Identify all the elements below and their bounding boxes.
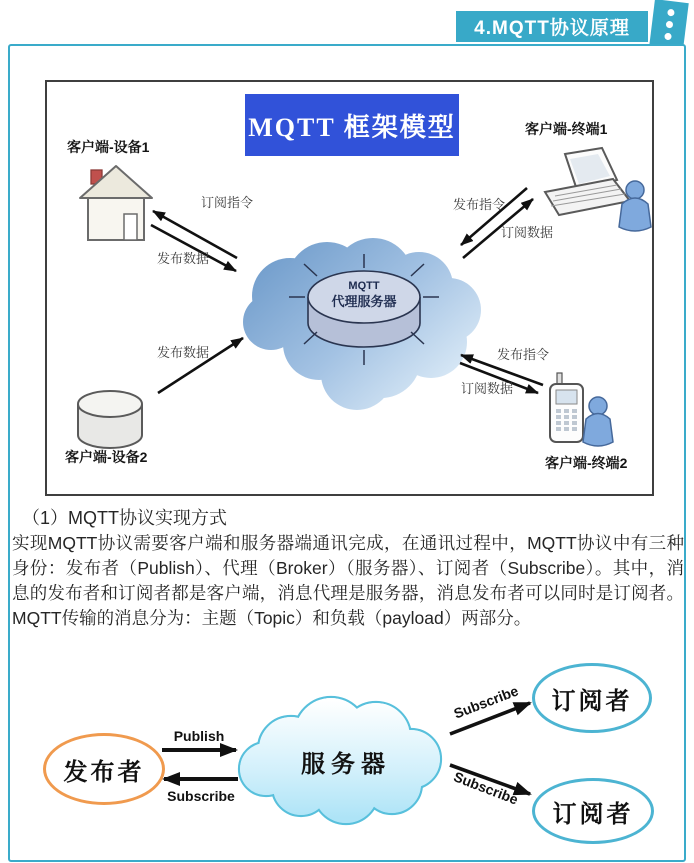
pubsub-diagram bbox=[10, 648, 684, 858]
node-label-terminal1: 客户端-终端1 bbox=[525, 121, 608, 137]
subscriber-top-node: 订阅者 bbox=[532, 663, 652, 733]
more-dots-icon[interactable] bbox=[649, 0, 688, 50]
publisher-node: 发布者 bbox=[43, 733, 165, 805]
arrow-label-subscribe-data-tr: 订阅数据 bbox=[500, 225, 553, 240]
dot bbox=[664, 33, 672, 41]
node-label-device2: 客户端-设备2 bbox=[65, 449, 148, 465]
subscribe-top-arrow-label: Subscribe bbox=[451, 682, 521, 722]
node-label-terminal2: 客户端-终端2 bbox=[545, 455, 628, 471]
arrow-label-publish-data-bl: 发布数据 bbox=[156, 345, 209, 360]
arrow-label-publish-cmd-tr: 发布指令 bbox=[452, 197, 505, 212]
broker-label-line1: MQTT bbox=[348, 280, 380, 292]
arrow-label-publish-data-tl: 发布数据 bbox=[156, 251, 209, 266]
house-icon bbox=[80, 166, 152, 240]
dot bbox=[667, 9, 675, 17]
mqtt-framework-diagram bbox=[45, 80, 654, 496]
laptop-user-icon bbox=[545, 148, 651, 231]
phone-user-icon bbox=[550, 373, 613, 446]
broker-label-line2: 代理服务器 bbox=[331, 294, 397, 309]
subscriber-bottom-node: 订阅者 bbox=[532, 778, 654, 844]
server-label: 服务器 bbox=[301, 752, 391, 778]
arrow-label-subscribe-data-br: 订阅数据 bbox=[460, 381, 513, 396]
subscribe-bottom-arrow-label: Subscribe bbox=[451, 768, 521, 808]
dot bbox=[665, 21, 673, 29]
section-tab[interactable]: 4.MQTT协议原理 bbox=[456, 11, 648, 42]
arrow-label-publish-cmd-br: 发布指令 bbox=[496, 347, 549, 362]
diagram-title: MQTT 框架模型 bbox=[245, 94, 459, 156]
broker-label bbox=[309, 279, 419, 309]
node-label-device1: 客户端-设备1 bbox=[67, 139, 150, 155]
arrow-label-subscribe-cmd-tl: 订阅指令 bbox=[200, 195, 253, 210]
body-paragraph: 实现MQTT协议需要客户端和服务器端通讯完成，在通讯过程中，MQTT协议中有三种身份：发布者（Publish）、代理（Broker）（服务器）、订阅者（Subscribe）。其中，消息的发布者和订阅者都是客户端，消息代理是服务器，消息发布者可以同时是订阅者。MQTT传输的消息分为：主题（Topic）和负载（payload）两部分。 bbox=[12, 533, 684, 628]
publish-arrow-label: Publish bbox=[173, 728, 225, 744]
section-heading: （1）MQTT协议实现方式 bbox=[22, 508, 227, 528]
database-icon bbox=[78, 391, 142, 448]
subscribe-back-arrow-label: Subscribe bbox=[167, 788, 235, 804]
